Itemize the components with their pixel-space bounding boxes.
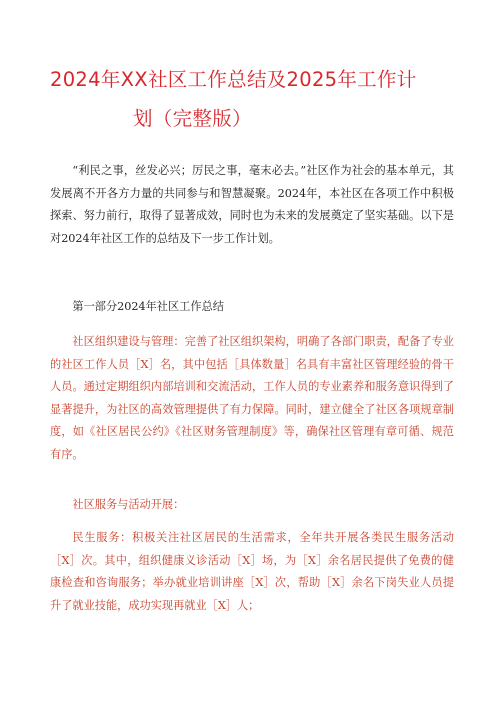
document-title-line-2: 划（完整版）: [133, 107, 252, 130]
organization-paragraph: 社区组织建设与管理：完善了社区组织架构，明确了各部门职责，配备了专业的社区工作人员［X］名，其中包括［具体数量］名具有丰富社区管理经验的骨干人员。通过定期组织内部培训和交流活动，工作人员的专业素养和服务意识得到了显著提升，为社区的高效管理提供了有力保障。同时，建立健全了社区各项规章制度，如《社区居民公约》《社区财务管理制度》等，确保社区管理有章可循、规范有序。: [50, 335, 454, 461]
document-title-line-1: 2024年XX社区工作总结及2025年工作计: [50, 68, 417, 91]
part-one-heading: 第一部分2024年社区工作总结: [72, 300, 224, 313]
livelihood-service-paragraph: 民生服务：积极关注社区居民的生活需求，全年共开展各类民生服务活动［X］次。其中，组织健康义诊活动［X］场，为［X］余名居民提供了免费的健康检查和咨询服务；举办就业培训讲座［X］次，帮助［X］余名下岗失业人员提升了就业技能，成功实现再就业［X］人；: [50, 531, 454, 612]
intro-paragraph: “利民之事，丝发必兴；厉民之事，毫末必去。”社区作为社会的基本单元，其发展离不开各方力量的共同参与和智慧凝聚。2024年，本社区在各项工作中积极探索、努力前行，取得了显著成效，同时也为未来的发展奠定了坚实基础。以下是对2024年社区工作的总结及下一步工作计划。: [50, 164, 454, 245]
service-activities-heading: 社区服务与活动开展：: [72, 498, 185, 511]
